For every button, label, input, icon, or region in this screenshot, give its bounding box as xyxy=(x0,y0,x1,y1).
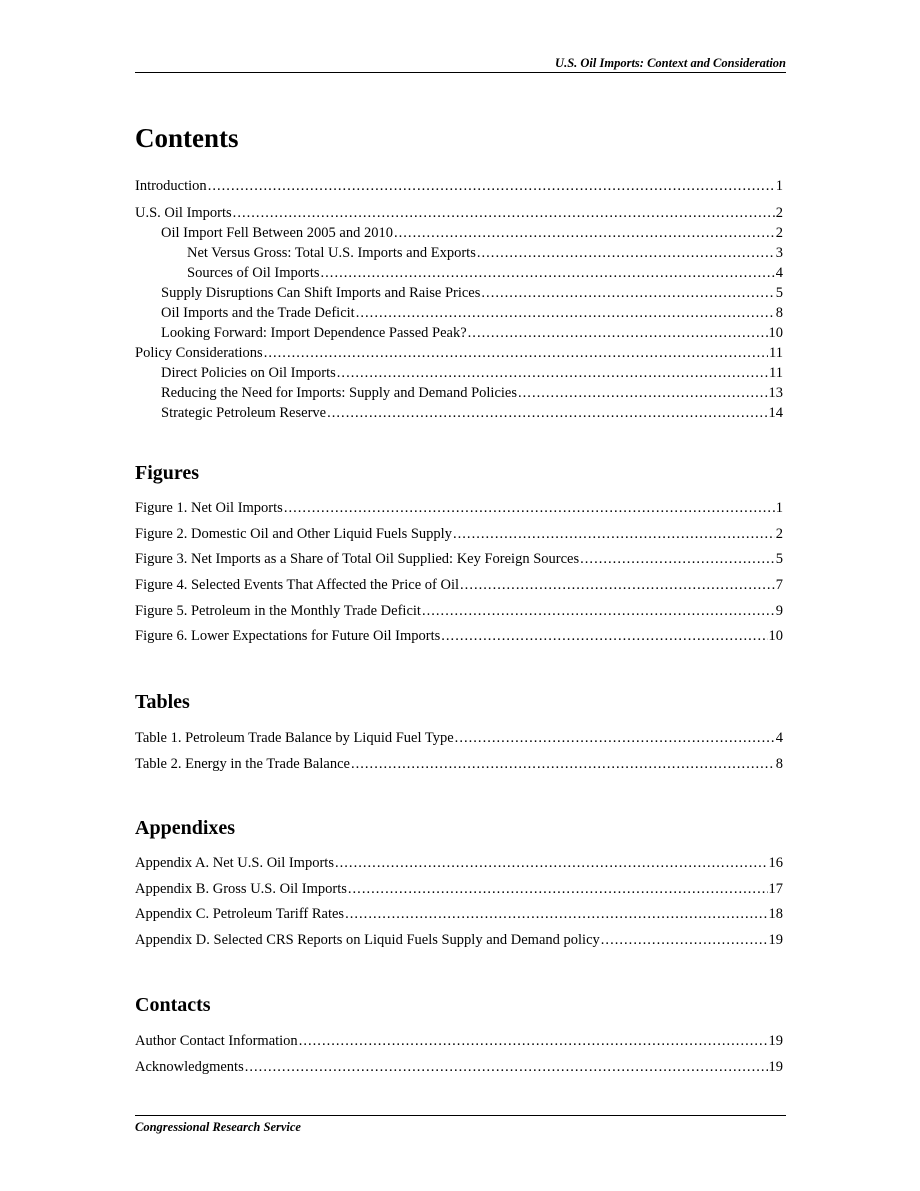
table-entry[interactable]: Table 2. Energy in the Trade Balance . . . 8 xyxy=(135,752,783,778)
contacts-title: Contacts xyxy=(135,994,211,1016)
toc-entry[interactable]: U.S. Oil Imports . . . 2 xyxy=(135,203,783,223)
appendix-entry[interactable]: Appendix C. Petroleum Tariff Rates . . . 18 xyxy=(135,902,783,928)
toc-entry[interactable]: Introduction . . . 1 xyxy=(135,176,783,196)
toc-entry[interactable]: Oil Import Fell Between 2005 and 2010 . . . 2 xyxy=(135,223,783,243)
toc-entry[interactable]: Reducing the Need for Imports: Supply and Demand Policies . . . 13 xyxy=(135,383,783,403)
contacts-list xyxy=(135,1029,783,1080)
toc-entry[interactable]: Net Versus Gross: Total U.S. Imports and Exports . . . 3 xyxy=(135,243,783,263)
contact-entry[interactable]: Author Contact Information . . . 19 xyxy=(135,1029,783,1055)
footer-rule xyxy=(135,1115,786,1116)
appendix-entry[interactable]: Appendix D. Selected CRS Reports on Liquid Fuels Supply and Demand policy . . . 19 xyxy=(135,928,783,954)
appendix-entry[interactable]: Appendix A. Net U.S. Oil Imports . . . 16 xyxy=(135,851,783,877)
appendix-entry[interactable]: Appendix B. Gross U.S. Oil Imports . . . 17 xyxy=(135,877,783,903)
figure-entry[interactable]: Figure 1. Net Oil Imports . . . 1 xyxy=(135,496,783,522)
toc-entry[interactable]: Direct Policies on Oil Imports . . . 11 xyxy=(135,363,783,383)
appendixes-list xyxy=(135,851,783,954)
contents-title: Contents xyxy=(135,123,239,153)
figure-entry[interactable]: Figure 4. Selected Events That Affected the Price of Oil . . . 7 xyxy=(135,573,783,599)
figures-title: Figures xyxy=(135,462,200,484)
toc-entry[interactable]: Sources of Oil Imports . . . 4 xyxy=(135,263,783,283)
contact-entry[interactable]: Acknowledgments . . . 19 xyxy=(135,1055,783,1081)
running-header: U.S. Oil Imports: Context and Consideration xyxy=(555,56,786,70)
toc-entry[interactable]: Oil Imports and the Trade Deficit . . . 8 xyxy=(135,303,783,323)
toc-entry[interactable]: Supply Disruptions Can Shift Imports and Raise Prices . . . 5 xyxy=(135,283,783,303)
table-entry[interactable]: Table 1. Petroleum Trade Balance by Liquid Fuel Type . . . 4 xyxy=(135,726,783,752)
figure-entry[interactable]: Figure 5. Petroleum in the Monthly Trade Deficit . . . 9 xyxy=(135,599,783,625)
figures-list xyxy=(135,496,783,650)
figure-entry[interactable]: Figure 3. Net Imports as a Share of Total Oil Supplied: Key Foreign Sources . . . 5 xyxy=(135,547,783,573)
toc-entry[interactable]: Looking Forward: Import Dependence Passed Peak? . . . 10 xyxy=(135,323,783,343)
figure-entry[interactable]: Figure 2. Domestic Oil and Other Liquid Fuels Supply . . . 2 xyxy=(135,522,783,548)
header-rule xyxy=(135,72,786,73)
figure-entry[interactable]: Figure 6. Lower Expectations for Future Oil Imports . . . 10 xyxy=(135,624,783,650)
toc-entry[interactable]: Strategic Petroleum Reserve . . . 14 xyxy=(135,403,783,423)
tables-list xyxy=(135,726,783,777)
tables-title: Tables xyxy=(135,691,190,713)
contents-list xyxy=(135,176,783,423)
toc-entry[interactable]: Policy Considerations . . . 11 xyxy=(135,343,783,363)
running-footer: Congressional Research Service xyxy=(135,1120,301,1134)
appendixes-title: Appendixes xyxy=(135,817,236,839)
